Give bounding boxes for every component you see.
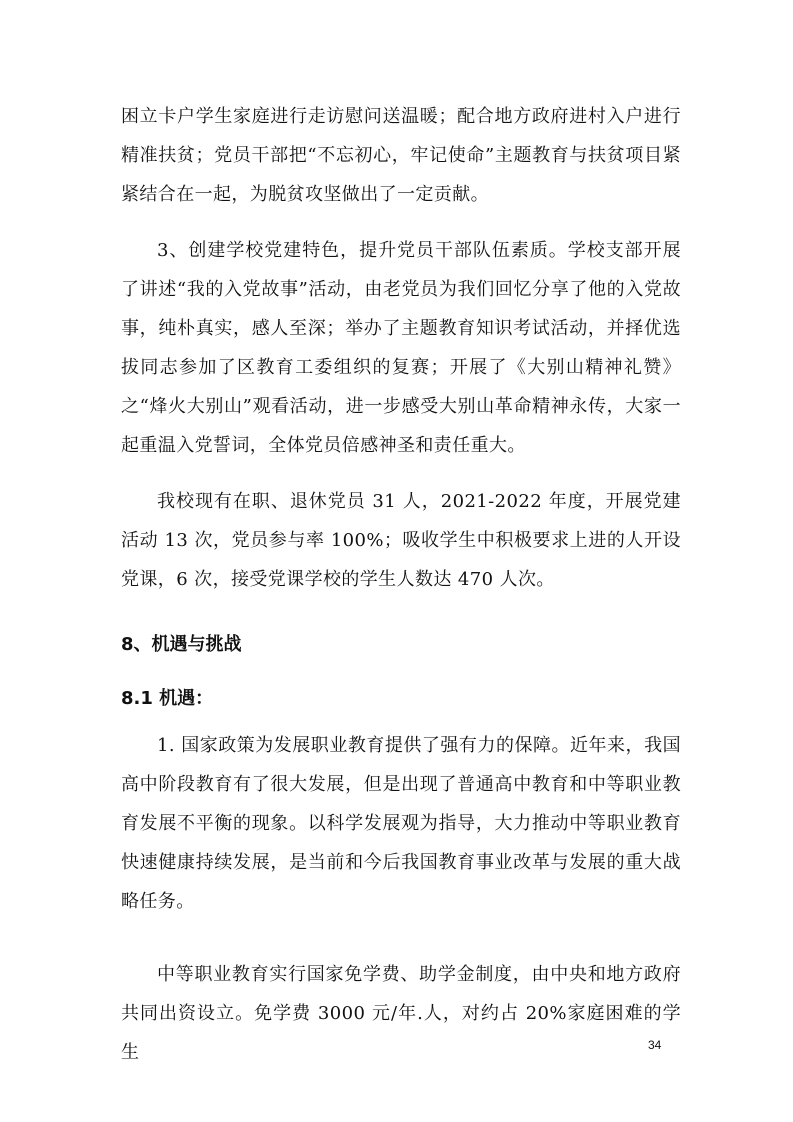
paragraph-party-statistics: 我校现有在职、退休党员 31 人，2021-2022 年度，开展党建活动 13 次，党员参与率 100%；吸收学生中积极要求上进的人开设党课，6 次，接受党课学校的学生人数达 470 人次。 — [121, 491, 681, 590]
paragraph-national-policy: 1. 国家政策为发展职业教育提供了强有力的保障。近年来，我国高中阶段教育有了很大发展，但是出现了普通高中教育和中等职业教育发展不平衡的现象。以科学发展观为指导，大力推动中等职业教育快速健康持续发展，是当前和今后我国教育事业改革与发展的重大战略任务。 — [121, 735, 681, 912]
paragraph-tuition-policy: 中等职业教育实行国家免学费、助学金制度，由中央和地方政府共同出资设立。免学费 3000 元/年.人，对约占 20%家庭困难的学生 — [121, 964, 681, 1063]
page-number: 34 — [648, 1038, 662, 1052]
paragraph-party-building: 3、创建学校党建特色，提升党员干部队伍素质。学校支部开展了讲述“我的入党故事”活动，由老党员为我们回忆分享了他的入党故事，纯朴真实，感人至深；举办了主题教育知识考试活动，并择优选拔同志参加了区教育工委组织的复赛；开展了《大别山精神礼赞》之“烽火大别山”观看活动，进一步感受大别山革命精神永传，大家一起重温入党誓词，全体党员倍感神圣和责任重大。 — [121, 240, 681, 456]
section-heading: 8、机遇与挑战 — [121, 634, 242, 655]
subsection-heading: 8.1 机遇： — [121, 688, 214, 709]
paragraph-continuation: 困立卡户学生家庭进行走访慰问送温暖；配合地方政府进村入户进行精准扶贫；党员干部把“不忘初心，牢记使命”主题教育与扶贫项目紧紧结合在一起，为脱贫攻坚做出了一定贡献。 — [121, 106, 681, 205]
